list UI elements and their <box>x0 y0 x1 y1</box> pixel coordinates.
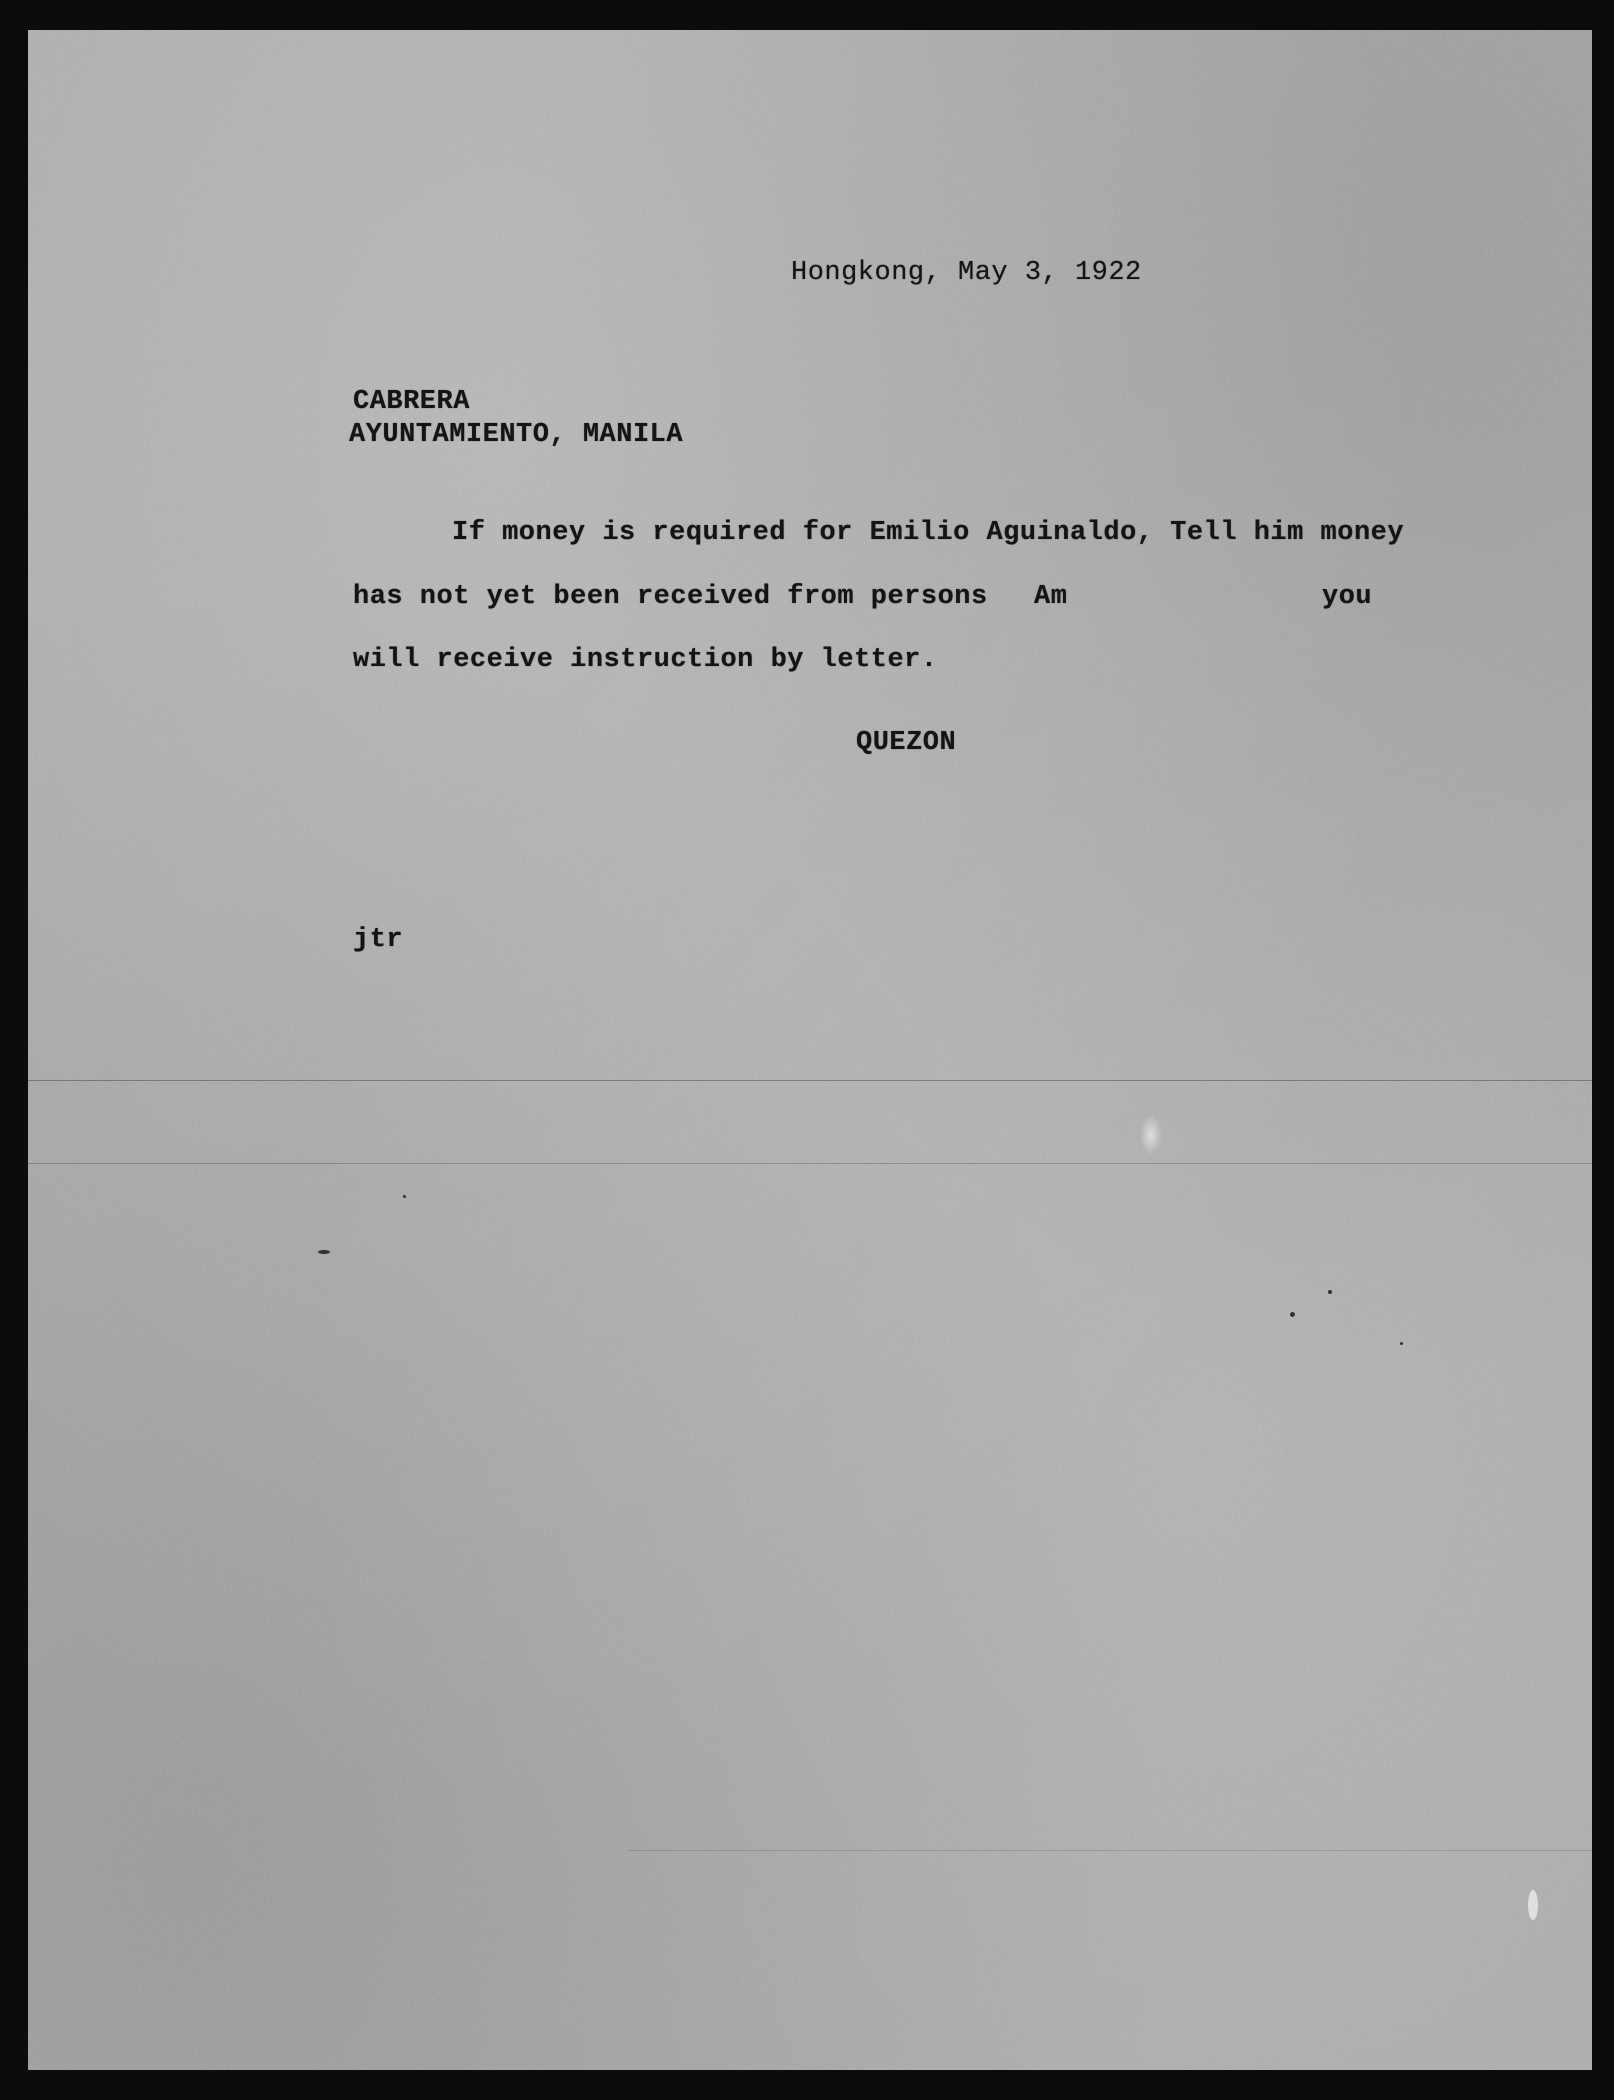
body-line-2-part-2: Am <box>1034 582 1068 612</box>
fold-crease <box>28 1080 1592 1081</box>
letter-sheet <box>28 30 1592 2070</box>
signature: QUEZON <box>856 728 957 758</box>
ink-speck <box>1400 1342 1403 1345</box>
paper-grain-texture <box>28 30 1592 2070</box>
ink-speck <box>1328 1290 1332 1294</box>
addressee-name: CABRERA <box>353 387 470 417</box>
body-line-1: If money is required for Emilio Aguinaldo, Tell him money <box>452 518 1405 548</box>
typist-initials: jtr <box>353 925 404 955</box>
ink-speck <box>318 1250 330 1254</box>
paper-wear-mark <box>1528 1890 1538 1920</box>
body-line-3: will receive instruction by letter. <box>353 645 938 675</box>
addressee-address: AYUNTAMIENTO, MANILA <box>349 420 684 450</box>
ink-speck <box>403 1195 406 1198</box>
body-line-2-part-3: you <box>1322 582 1373 612</box>
body-line-2-part-1: has not yet been received from persons <box>353 582 988 612</box>
fold-crease <box>28 1163 1592 1164</box>
dateline: Hongkong, May 3, 1922 <box>791 258 1142 288</box>
paper-wear-mark <box>1140 1115 1162 1155</box>
ink-speck <box>1290 1312 1295 1317</box>
fold-crease <box>628 1850 1592 1851</box>
